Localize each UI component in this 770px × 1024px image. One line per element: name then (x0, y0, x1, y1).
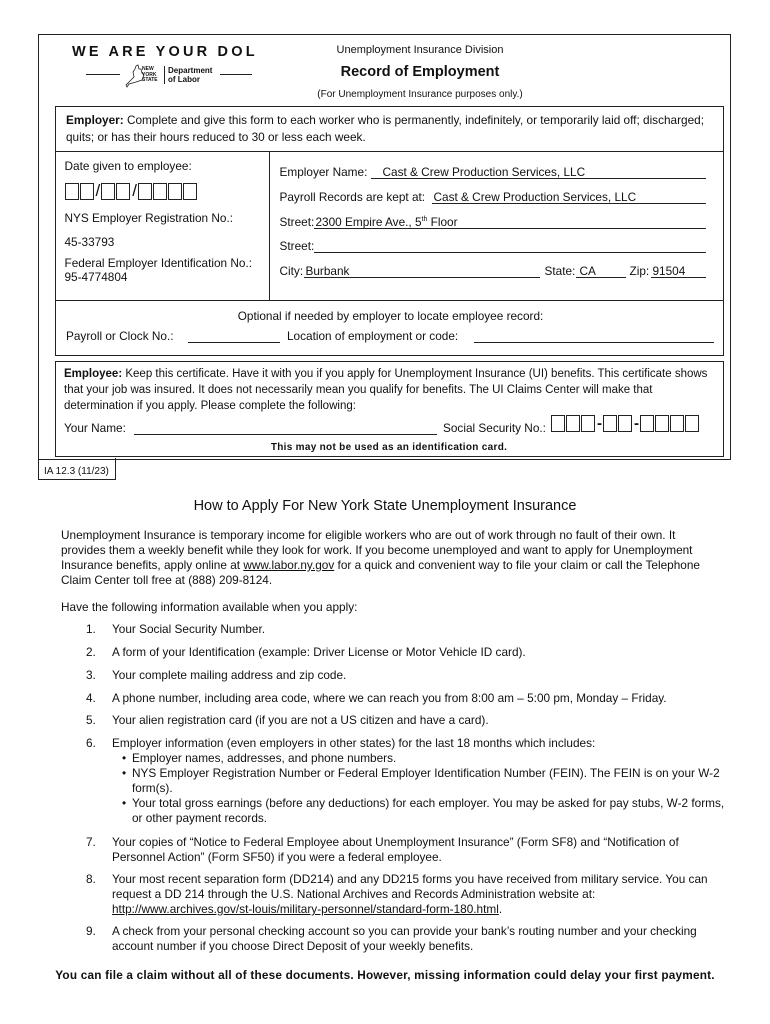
form-number: IA 12.3 (11/23) (44, 466, 109, 477)
bullet-item: • Your total gross earnings (before any deductions) for each employer. You may be asked for pay stubs, W-2 forms, or other payment records. (112, 796, 727, 826)
nys-reg-value: 45-33793 (64, 235, 115, 249)
have-info-heading: Have the following information available when you apply: (61, 600, 358, 614)
form-subtitle: (For Unemployment Insurance purposes only.) (317, 89, 523, 100)
your-name-label: Your Name: (64, 421, 126, 435)
state-label: State: (544, 264, 576, 278)
instructions-title: How to Apply For New York State Unemployment Insurance (193, 498, 577, 514)
ssn-field[interactable]: - - (551, 415, 700, 432)
employer-info-grid (55, 151, 724, 301)
date-given-field[interactable]: / / (65, 181, 198, 201)
payroll-clock-field[interactable] (188, 329, 280, 343)
street-field[interactable]: 2300 Empire Ave., 5th Floor (314, 215, 706, 229)
bullet-item: • NYS Employer Registration Number or Federal Employer Identification Number (FEIN). The FEIN is on your W-2 form(s). (112, 766, 727, 796)
zip-label: Zip: (629, 264, 650, 278)
closing-note: You can file a claim without all of these documents. However, missing information could delay your first payment. (55, 968, 715, 982)
date-given-label: Date given to employee: (64, 159, 192, 173)
archives-link[interactable]: http://www.archives.gov/st-louis/military-personnel/standard-form-180.html (112, 902, 499, 916)
state-field[interactable]: CA (576, 264, 626, 278)
city-label: City: (279, 264, 304, 278)
logo-wordmark: WE ARE YOUR DOL (72, 44, 258, 60)
employee-instructions: Employee: Keep this certificate. Have it with you if you apply for Unemployment Insurance (UI) benefits. This certificate shows that your job was insured. It does not necessarily mean you qualify for benefits. The UI Claims Center will make that determination if you apply. Please complete the following: (64, 368, 708, 412)
form-title: Record of Employment (340, 64, 500, 80)
nys-reg-label: NYS Employer Registration No.: (64, 211, 233, 225)
street2-field[interactable] (314, 239, 706, 253)
location-label: Location of employment or code: (287, 329, 459, 343)
bullet-item: • Employer names, addresses, and phone numbers. (112, 751, 727, 766)
fein-value: 95-4774804 (64, 270, 128, 284)
fein-label: Federal Employer Identification No.: (64, 256, 253, 270)
labor-website-link[interactable]: www.labor.ny.gov (243, 558, 335, 572)
division-name: Unemployment Insurance Division (336, 44, 504, 56)
street-label: Street: (279, 215, 315, 229)
payroll-records-label: Payroll Records are kept at: (279, 190, 426, 204)
instructions-intro: Unemployment Insurance is temporary income for eligible workers who are out of work through no fault of their own. It provides them a weekly benefit while they look for work. If you become unemployed and want to apply for Unemployment Insurance benefits, apply online at www.labor.ny.gov for a quick and convenient way to file your claim or call the Telephone Claim Center toll free at (888) 209-8124. (61, 528, 700, 587)
city-field[interactable]: Burbank (304, 264, 540, 278)
ssn-label: Social Security No.: (443, 421, 546, 435)
street2-label: Street: (279, 239, 315, 253)
employee-section (55, 361, 724, 457)
your-name-field[interactable] (134, 421, 437, 435)
not-id-notice: This may not be used as an identification card. (270, 442, 508, 453)
zip-field[interactable]: 91504 (651, 264, 706, 278)
employer-section (55, 106, 724, 356)
employer-name-label: Employer Name: (279, 165, 368, 179)
location-field[interactable] (474, 329, 714, 343)
optional-note: Optional if needed by employer to locate employee record: (237, 309, 544, 323)
dol-logo: WE ARE YOUR DOL NEW YORK STATE Department of Labor (72, 44, 282, 92)
employer-name-field[interactable]: Cast & Crew Production Services, LLC (371, 165, 706, 179)
employer-instructions: Employer: Complete and give this form to each worker who is permanently, indefinitely, or temporarily laid off; discharged; quits; or has their hours reduced to 30 or less each week. (66, 113, 704, 144)
payroll-clock-label: Payroll or Clock No.: (66, 329, 174, 343)
payroll-records-field[interactable]: Cast & Crew Production Services, LLC (432, 190, 706, 204)
